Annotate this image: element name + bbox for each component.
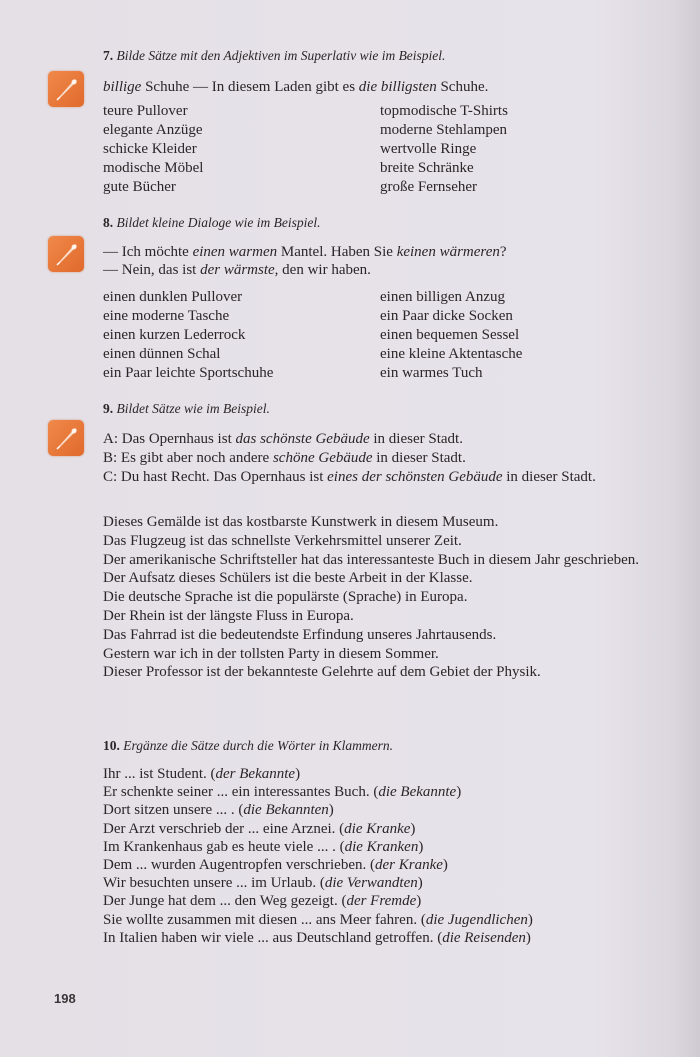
sentence-hint: die Verwandten	[324, 875, 418, 892]
sentence-end: )	[456, 784, 462, 801]
example-italic: eines der schönsten Gebäude	[327, 468, 503, 485]
word-item: teure Pullover	[103, 103, 188, 119]
page-number: 198	[54, 991, 76, 1006]
example-line-b	[103, 449, 675, 468]
sentence: Der Rhein ist der längste Fluss in Europa.	[103, 607, 354, 624]
exercise-9-sentences	[103, 513, 675, 682]
exercise-7-title	[103, 48, 445, 64]
exercise-8-dialog-line-1	[103, 243, 507, 262]
sentence-text: Dem ... wurden Augentropfen verschrieben. (	[103, 857, 375, 874]
sentence: Der amerikanische Schriftsteller hat das interessanteste Buch in diesem Jahr geschrieben.	[103, 551, 640, 568]
word-item: einen dünnen Schal	[103, 346, 221, 362]
word-item: einen billigen Anzug	[380, 289, 505, 305]
word-item: modische Möbel	[103, 160, 204, 176]
exercise-8-title	[103, 215, 320, 231]
sentence	[103, 911, 675, 929]
sentence-end: )	[525, 929, 531, 946]
sentence-hint: der Fremde	[346, 893, 417, 910]
exercise-instruction: Bildet kleine Dialoge wie im Beispiel.	[116, 215, 321, 230]
pen-nib-icon	[48, 71, 84, 107]
exercise-7-right-column	[380, 102, 508, 197]
dialog-text: ?	[499, 244, 507, 260]
sentence-text: Ihr ... ist Student. (	[103, 766, 216, 782]
sentence: Dieser Professor ist der bekannteste Gelehrte auf dem Gebiet der Physik.	[103, 664, 541, 681]
exercise-number: 8.	[103, 215, 114, 230]
word-item: gute Bücher	[103, 179, 176, 195]
sentence-hint: die Kranke	[344, 820, 411, 837]
sentence-text: Der Junge hat dem ... den Weg gezeigt. (	[103, 893, 347, 910]
sentence-hint: die Bekannte	[378, 784, 457, 801]
example-italic: die billigsten	[358, 79, 437, 95]
exercise-9-title	[103, 401, 270, 417]
word-item: wertvolle Ringe	[380, 141, 477, 157]
example-text: Schuhe — In diesem Laden gibt es	[141, 79, 359, 95]
example-text: in dieser Stadt.	[372, 449, 466, 466]
word-item: einen bequemen Sessel	[380, 327, 520, 343]
sentence: Die deutsche Sprache ist die populärste (Sprache) in Europa.	[103, 589, 468, 606]
sentence-end: )	[442, 857, 448, 874]
word-item: elegante Anzüge	[103, 122, 203, 138]
dialog-italic: einen warmen	[192, 244, 278, 260]
example-italic: billige	[103, 79, 142, 95]
word-item: ein warmes Tuch	[380, 365, 483, 381]
pen-nib-icon	[48, 236, 84, 272]
word-item: einen dunklen Pullover	[103, 289, 243, 305]
sentence-end: )	[328, 802, 334, 819]
word-item: einen kurzen Lederrock	[103, 327, 246, 343]
word-item: ein Paar dicke Socken	[380, 308, 513, 324]
dialog-text: Mantel. Haben Sie	[277, 244, 397, 260]
word-item: ein Paar leichte Sportschuhe	[103, 365, 274, 381]
exercise-8-dialog-line-2	[103, 261, 371, 280]
word-item: große Fernseher	[380, 179, 478, 195]
sentence-end: )	[417, 875, 423, 892]
sentence-hint: der Bekannte	[215, 766, 296, 782]
word-item: eine moderne Tasche	[103, 308, 230, 324]
sentence-text: Sie wollte zusammen mit diesen ... ans Meer fahren. (	[103, 911, 426, 928]
exercise-number: 7.	[103, 48, 114, 63]
example-text: A: Das Opernhaus ist	[103, 431, 236, 447]
example-line-a	[103, 430, 675, 449]
exercise-number: 10.	[103, 738, 120, 753]
exercise-10-sentences	[103, 765, 675, 947]
exercise-8-left-column	[103, 288, 273, 383]
sentence-end: )	[416, 893, 422, 910]
exercise-7-left-column	[103, 102, 203, 197]
sentence	[103, 856, 675, 874]
sentence	[103, 838, 675, 856]
dialog-italic: keinen wärmeren	[396, 244, 500, 260]
exercise-instruction: Bilde Sätze mit den Adjektiven im Superlativ wie im Beispiel.	[116, 48, 446, 63]
exercise-instruction: Bildet Sätze wie im Beispiel.	[116, 401, 270, 416]
exercise-7-example	[103, 78, 488, 97]
word-item: schicke Kleider	[103, 141, 197, 157]
example-italic: schöne Gebäude	[272, 449, 373, 466]
sentence-text: Im Krankenhaus gab es heute viele ... . (	[103, 838, 345, 855]
sentence: Gestern war ich in der tollsten Party in diesem Sommer.	[103, 645, 439, 662]
exercise-10-title	[103, 738, 393, 754]
sentence-hint: die Jugendlichen	[425, 911, 528, 928]
sentence	[103, 820, 675, 838]
sentence: Dieses Gemälde ist das kostbarste Kunstwerk in diesem Museum.	[103, 514, 499, 530]
example-text: in dieser Stadt.	[502, 468, 596, 485]
sentence-end: )	[527, 911, 533, 928]
exercise-number: 9.	[103, 401, 114, 416]
sentence	[103, 801, 675, 819]
sentence: Das Fahrrad ist die bedeutendste Erfindung unseres Jahrtausends.	[103, 626, 497, 643]
sentence	[103, 765, 675, 783]
sentence	[103, 874, 675, 892]
exercise-9-example	[103, 430, 675, 486]
example-line-c	[103, 468, 675, 487]
sentence-end: )	[418, 838, 424, 855]
dialog-text: , den wir haben.	[274, 262, 371, 278]
word-item: topmodische T-Shirts	[380, 103, 508, 119]
sentence	[103, 783, 675, 801]
example-text: in dieser Stadt.	[369, 431, 463, 447]
pen-nib-icon	[48, 420, 84, 456]
sentence	[103, 929, 675, 947]
sentence	[103, 892, 675, 910]
sentence-hint: die Reisenden	[442, 929, 526, 946]
dialog-text: — Ich möchte	[103, 244, 193, 260]
word-item: breite Schränke	[380, 160, 474, 176]
sentence-text: Er schenkte seiner ... ein interessantes Buch. (	[103, 784, 379, 801]
exercise-instruction: Ergänze die Sätze durch die Wörter in Klammern.	[123, 738, 393, 753]
sentence-text: Der Arzt verschrieb der ... eine Arznei. (	[103, 820, 345, 837]
dialog-italic: der wärmste	[200, 262, 275, 278]
dialog-text: — Nein, das ist	[103, 262, 201, 278]
sentence: Das Flugzeug ist das schnellste Verkehrsmittel unserer Zeit.	[103, 532, 462, 549]
sentence-hint: die Bekannten	[243, 802, 329, 819]
word-item: eine kleine Aktentasche	[380, 346, 523, 362]
sentence-hint: die Kranken	[344, 838, 419, 855]
exercise-8-right-column	[380, 288, 522, 383]
sentence-hint: der Kranke	[375, 857, 443, 874]
sentence: Der Aufsatz dieses Schülers ist die beste Arbeit in der Klasse.	[103, 570, 473, 587]
example-text: C: Du hast Recht. Das Opernhaus ist	[103, 468, 328, 485]
sentence-end: )	[410, 820, 416, 837]
example-text: B: Es gibt aber noch andere	[103, 449, 273, 466]
sentence-text: In Italien haben wir viele ... aus Deutschland getroffen. (	[103, 929, 443, 946]
example-italic: das schönste Gebäude	[235, 431, 370, 447]
sentence-text: Dort sitzen unsere ... . (	[103, 802, 244, 819]
sentence-end: )	[295, 766, 301, 782]
word-item: moderne Stehlampen	[380, 122, 508, 138]
example-text: Schuhe.	[436, 79, 489, 95]
sentence-text: Wir besuchten unsere ... im Urlaub. (	[103, 875, 325, 892]
